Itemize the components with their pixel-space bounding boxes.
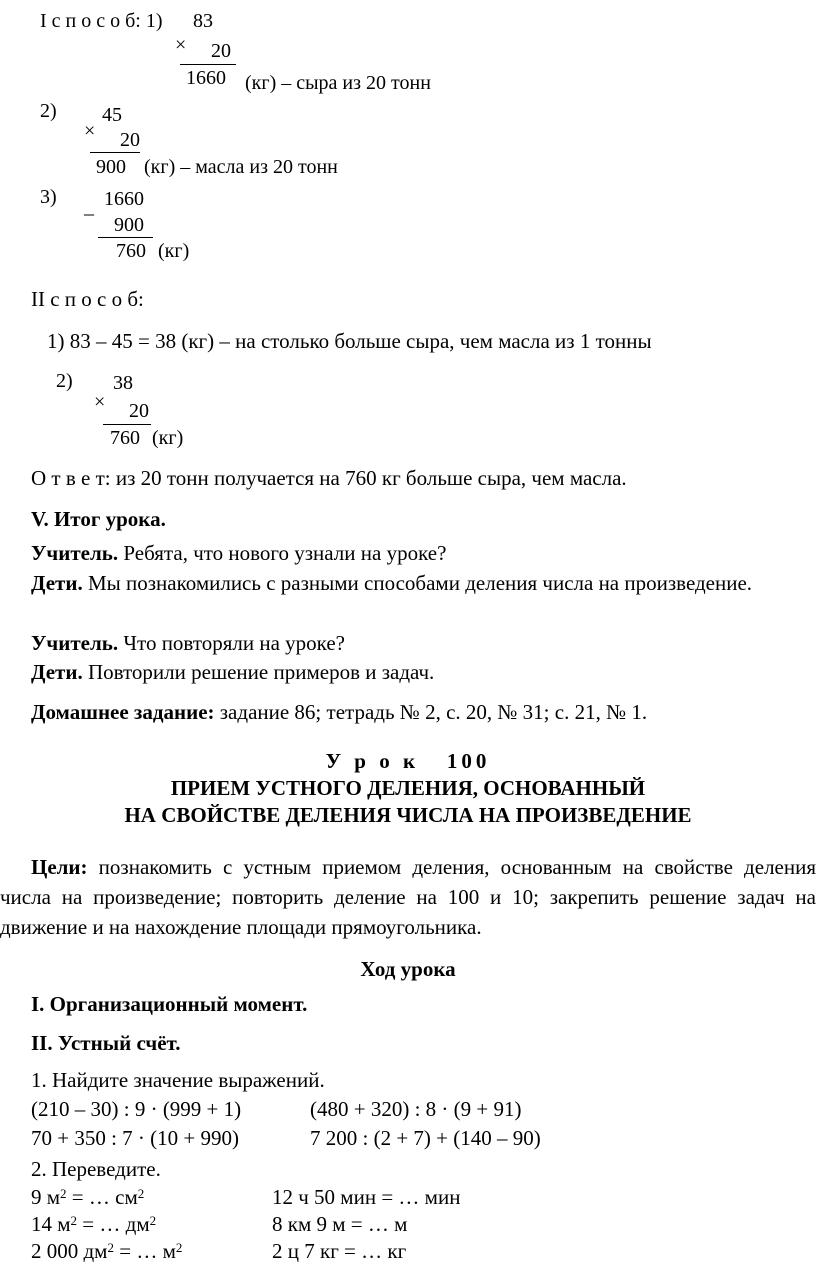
m1-s3-b: 900	[114, 214, 144, 236]
m1-s3-note: (кг)	[158, 240, 190, 262]
m1-s2-b: 20	[120, 129, 140, 151]
lesson-course-heading: Ход урока	[360, 957, 456, 981]
answer-line	[31, 465, 627, 491]
m1-s3-r: 760	[116, 240, 146, 262]
m1-s1-op: ×	[175, 34, 187, 56]
section-1-heading: I. Организационный момент.	[31, 992, 308, 1016]
speaker-children: Дети.	[31, 660, 83, 684]
conversion-2b: 8 км 9 м = … м	[272, 1212, 408, 1236]
summary-heading: V. Итог урока.	[31, 507, 166, 531]
m2-s2-note: (кг)	[152, 427, 184, 449]
m2-s2-a: 38	[113, 372, 133, 394]
conversion-1b: 12 ч 50 мин = … мин	[272, 1185, 461, 1209]
m1-s1-bar	[180, 64, 236, 65]
answer-label: О т в е т:	[31, 466, 111, 490]
method1-label: I с п о с о б: 1)	[40, 10, 163, 32]
m2-s2-b: 20	[129, 400, 149, 422]
m1-s3-bar	[98, 237, 153, 238]
conversion-2a: 14 $м^2$ = … $дм^2$	[31, 1212, 157, 1236]
conversion-3a: 2 000 $дм^2$ = … $м^2$	[31, 1239, 183, 1263]
dialogue-text: Что повторяли на уроке?	[118, 631, 345, 655]
m2-s2-bar	[103, 424, 151, 425]
speaker-teacher: Учитель.	[31, 631, 119, 655]
m1-s2-op: ×	[84, 120, 96, 142]
goals-text: познакомить с устным приемом деления, основанным на свойстве деления числа на произведение; повторить деление на 100 и 10; закрепить решение задач на движение и на нахождение площади прямоугольника.	[0, 855, 816, 939]
method2-line1: 1) 83 – 45 = 38 (кг) – на столько больше сыра, чем масла из 1 тонны	[47, 329, 652, 353]
expression-3: 70 + 350 : 7 · (10 + 990)	[31, 1126, 240, 1150]
m2-s2-n: 2)	[56, 370, 73, 392]
dialogue-3	[31, 630, 345, 656]
m1-s1-r: 1660	[186, 67, 226, 89]
answer-text: из 20 тонн получается на 760 кг больше сыра, чем масла.	[110, 466, 627, 490]
m2-s2-op: ×	[94, 391, 106, 413]
lesson-title-line1: ПРИЕМ УСТНОГО ДЕЛЕНИЯ, ОСНОВАННЫЙ	[170, 776, 646, 800]
homework-label: Домашнее задание:	[31, 700, 215, 724]
task1-title: 1. Найдите значение выражений.	[31, 1068, 325, 1092]
expression-1: (210 – 30) : 9 · (999 + 1)	[31, 1097, 242, 1121]
m1-s2-r: 900	[96, 156, 126, 178]
homework-line	[31, 699, 647, 725]
m1-s3-op: _	[84, 196, 94, 218]
m1-s3-n: 3)	[40, 186, 57, 208]
m1-s2-a: 45	[102, 104, 122, 126]
m1-s2-n: 2)	[40, 100, 57, 122]
dialogue-4	[31, 659, 434, 685]
m2-s2-r: 760	[110, 427, 140, 449]
expression-4: 7 200 : (2 + 7) + (140 – 90)	[310, 1126, 541, 1150]
task2-title: 2. Переведите.	[31, 1157, 161, 1181]
lesson-title-line2: НА СВОЙСТВЕ ДЕЛЕНИЯ ЧИСЛА НА ПРОИЗВЕДЕНИЕ	[124, 803, 692, 827]
m1-s1-note: (кг) – сыра из 20 тонн	[245, 72, 431, 94]
goals-label: Цели:	[31, 855, 88, 879]
dialogue-text: Мы познакомились с разными способами деления числа на произведение.	[82, 571, 753, 595]
method2-label: II с п о с о б:	[31, 287, 144, 311]
lesson-number: У р о к 100	[325, 749, 491, 773]
conversion-3b: 2 ц 7 кг = … кг	[272, 1239, 407, 1263]
m1-s1-a: 83	[193, 10, 213, 32]
lesson-goals	[0, 852, 816, 942]
expression-2: (480 + 320) : 8 · (9 + 91)	[310, 1097, 522, 1121]
dialogue-text: Ребята, что нового узнали на уроке?	[118, 541, 447, 565]
homework-text: задание 86; тетрадь № 2, с. 20, № 31; с. 21, № 1.	[214, 700, 648, 724]
dialogue-1	[31, 540, 446, 566]
dialogue-2	[0, 568, 816, 598]
section-2-heading: II. Устный счёт.	[31, 1031, 181, 1055]
speaker-teacher: Учитель.	[31, 541, 119, 565]
m1-s1-b: 20	[211, 40, 231, 62]
dialogue-text: Повторили решение примеров и задач.	[82, 660, 435, 684]
m1-s3-a: 1660	[104, 188, 144, 210]
speaker-children: Дети.	[31, 571, 83, 595]
m1-s2-bar	[90, 152, 140, 153]
m1-s2-note: (кг) – масла из 20 тонн	[144, 156, 338, 178]
conversion-1a: 9 $м^2$ = … $см^2$	[31, 1185, 145, 1209]
